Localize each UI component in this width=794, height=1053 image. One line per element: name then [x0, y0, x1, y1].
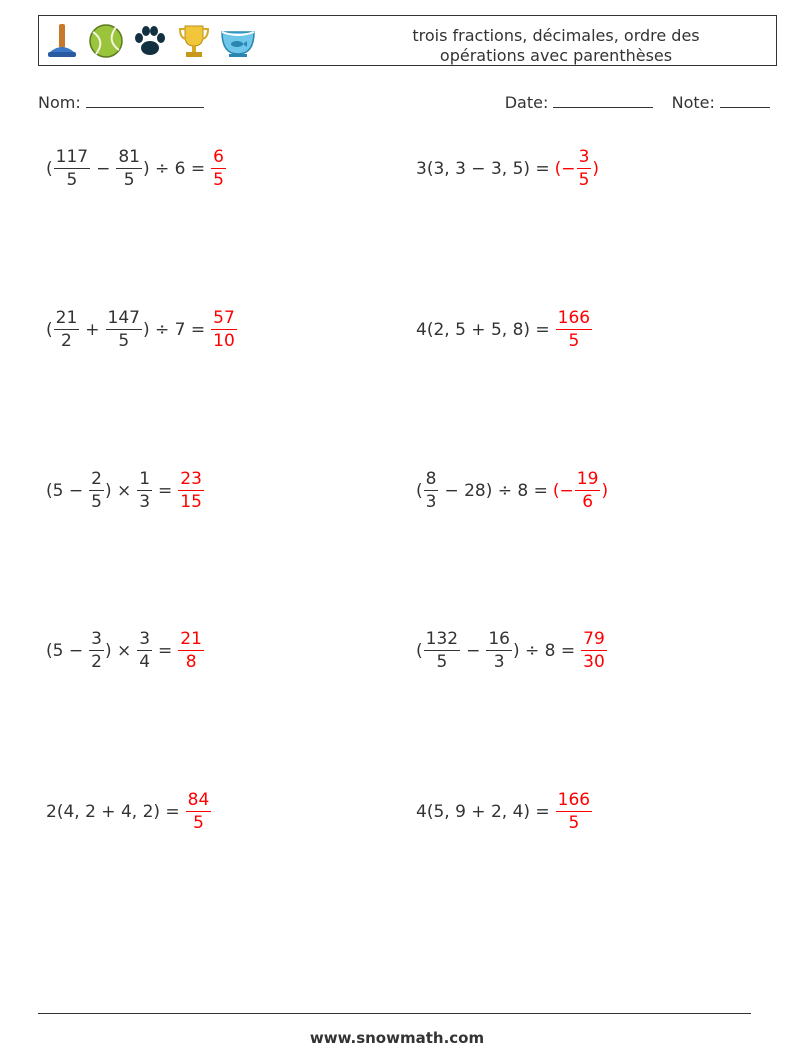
fraction: $\frac{16}{3}$ — [488, 629, 510, 672]
answer: $\frac{23}{15}$ — [180, 469, 202, 512]
title-line-2: opérations avec parenthèses — [439, 46, 673, 65]
date-label: Date: — [504, 93, 549, 112]
problem-4: 4(2, 5 + 5, 8) = $\frac{166}{5}$ — [416, 307, 593, 352]
footer-divider — [38, 1013, 751, 1014]
fraction: $\frac{147}{5}$ — [107, 308, 140, 351]
worksheet-title — [376, 26, 736, 66]
name-label: Nom: — [38, 93, 81, 112]
answer: $\frac{166}{5}$ — [557, 790, 591, 833]
date-blank[interactable] — [553, 93, 653, 108]
problem-2: 3(3, 3 − 3, 5) = (− $\frac{3}{5}$ ) — [416, 147, 600, 190]
fraction: $\frac{21}{2}$ — [55, 308, 78, 351]
problem-10: 4(5, 9 + 2, 4) = $\frac{166}{5}$ — [416, 789, 593, 834]
fraction: $\frac{3}{2}$ — [91, 629, 102, 672]
name-blank[interactable] — [86, 93, 204, 108]
fraction: $\frac{132}{5}$ — [425, 629, 459, 672]
problem-8: ( $\frac{132}{5}$ − $\frac{16}{3}$ ) ÷ 8 = $\frac{79}{30}$ — [416, 628, 608, 673]
fish-bowl-icon — [219, 22, 257, 60]
paw-print-icon — [131, 22, 169, 60]
fraction: $\frac{117}{5}$ — [55, 147, 89, 190]
answer: $\frac{79}{30}$ — [583, 629, 605, 672]
worksheet-header — [38, 15, 777, 66]
answer: $\frac{57}{10}$ — [213, 308, 235, 351]
tennis-ball-icon — [87, 22, 125, 60]
footer-site[interactable]: www.snowmath.com — [309, 1029, 485, 1047]
score-blank[interactable] — [720, 93, 770, 108]
problem-5: (5 − $\frac{2}{5}$ ) × $\frac{1}{3}$ = $\frac{23}{15}$ — [46, 468, 205, 513]
answer: $\frac{166}{5}$ — [557, 308, 591, 351]
answer: $\frac{21}{8}$ — [180, 629, 202, 672]
problem-1: ( $\frac{117}{5}$ − $\frac{81}{5}$ ) ÷ 6 = $\frac{6}{5}$ — [46, 146, 227, 191]
problem-9: 2(4, 2 + 4, 2) = $\frac{84}{5}$ — [46, 789, 212, 834]
problem-3: ( $\frac{21}{2}$ + $\frac{147}{5}$ ) ÷ 7 = $\frac{57}{10}$ — [46, 307, 238, 352]
answer: (− $\frac{19}{6}$ ) — [552, 469, 609, 512]
title-line-1: trois fractions, décimales, ordre des — [412, 26, 700, 45]
fraction: $\frac{81}{5}$ — [118, 147, 140, 190]
date-score-fields — [505, 93, 770, 112]
answer: $\frac{84}{5}$ — [187, 790, 210, 833]
score-label: Note: — [671, 93, 715, 112]
trophy-icon — [175, 22, 213, 60]
fraction: $\frac{8}{3}$ — [425, 469, 437, 512]
plunger-icon — [43, 22, 81, 60]
fraction: $\frac{1}{3}$ — [139, 469, 151, 512]
answer: $\frac{6}{5}$ — [213, 147, 224, 190]
problem-7: (5 − $\frac{3}{2}$ ) × $\frac{3}{4}$ = $\frac{21}{8}$ — [46, 628, 205, 673]
fraction: $\frac{2}{5}$ — [91, 469, 102, 512]
answer: (− $\frac{3}{5}$ ) — [554, 147, 600, 190]
fraction: $\frac{3}{4}$ — [139, 629, 151, 672]
name-field — [38, 93, 204, 112]
header-icons — [43, 22, 257, 62]
problem-6: ( $\frac{8}{3}$ − 28) ÷ 8 = (− $\frac{19}{6}$ ) — [416, 469, 609, 512]
